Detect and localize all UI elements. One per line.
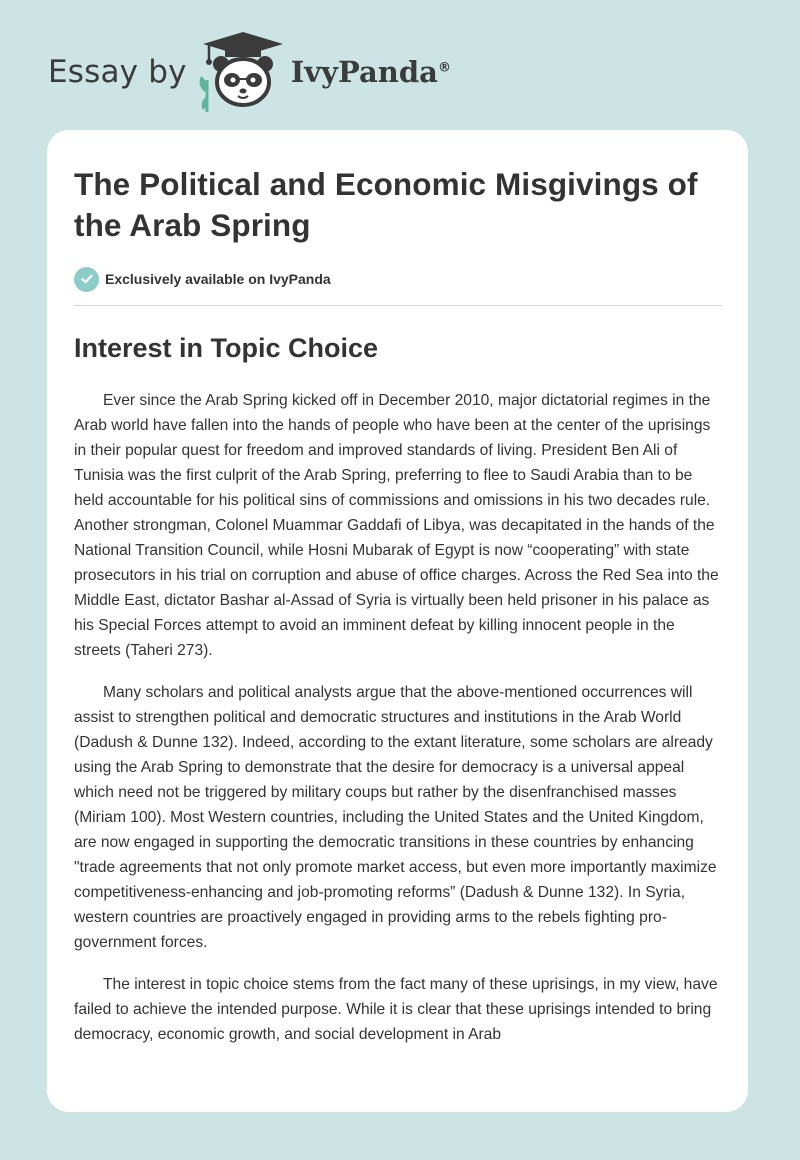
- check-icon: [74, 267, 99, 292]
- essay-card: [47, 130, 748, 1112]
- body-paragraph: Ever since the Arab Spring kicked off in December 2010, major dictatorial regimes in the Arab world have fallen into the hands of people who have been at the center of the uprisings in their popular quest for freedom and improved standards of living. President Ben Ali of Tunisia was the first culprit of the Arab Spring, preferring to flee to Saudi Arabia than to be held accountable for his political sins of commissions and omissions in his two decades rule. Another strongman, Colonel Muammar Gaddafi of Libya, was decapitated in the hands of the National Transition Council, while Hosni Mubarak of Egypt is now “cooperating” with state prosecutors in his trial on corruption and abuse of office charges. Across the Red Sea into the Middle East, dictator Bashar al-Assad of Syria is virtually been held prisoner in his palace as his Special Forces attempt to avoid an imminent defeat by killing innocent people in the streets (Taheri 273).: [74, 392, 719, 659]
- registered-mark: ®: [437, 59, 451, 75]
- body-paragraph: Many scholars and political analysts argue that the above-mentioned occurrences will assist to strengthen political and democratic structures and institutions in the Arab World (Dadush & Dunne 132). Indeed, according to the extant literature, some scholars are already using the Arab Spring to demonstrate that the desire for democracy is a universal appeal which need not be triggered by military coups but rather by the disenfranchised masses (Miriam 100). Most Western countries, including the United States and the United Kingdom, are now engaged in supporting the democratic transitions in these countries by enhancing "trade agreements that not only promote market access, but even more importantly maximize competitiveness-enhancing and job-promoting reforms” (Dadush & Dunne 132). In Syria, western countries are proactively engaged in providing arms to the rebels fighting pro-government forces.: [74, 684, 717, 951]
- brand-name-text: IvyPanda: [290, 54, 438, 89]
- essay-by-label: Essay by: [48, 53, 187, 90]
- divider: [74, 305, 722, 306]
- brand-name[interactable]: [290, 54, 451, 89]
- panda-logo-icon[interactable]: [195, 30, 291, 114]
- essay-title: The Political and Economic Misgivings of the Arab Spring: [74, 166, 698, 243]
- body-paragraph: The interest in topic choice stems from the fact many of these uprisings, in my view, have failed to achieve the intended purpose. While it is clear that these uprisings intended to bring democracy, economic growth, and social development in Arab: [74, 976, 718, 1043]
- section-heading: Interest in Topic Choice: [74, 333, 379, 363]
- exclusive-availability: [74, 266, 722, 292]
- exclusive-label: Exclusively available on IvyPanda: [105, 271, 331, 287]
- site-header: [48, 30, 451, 114]
